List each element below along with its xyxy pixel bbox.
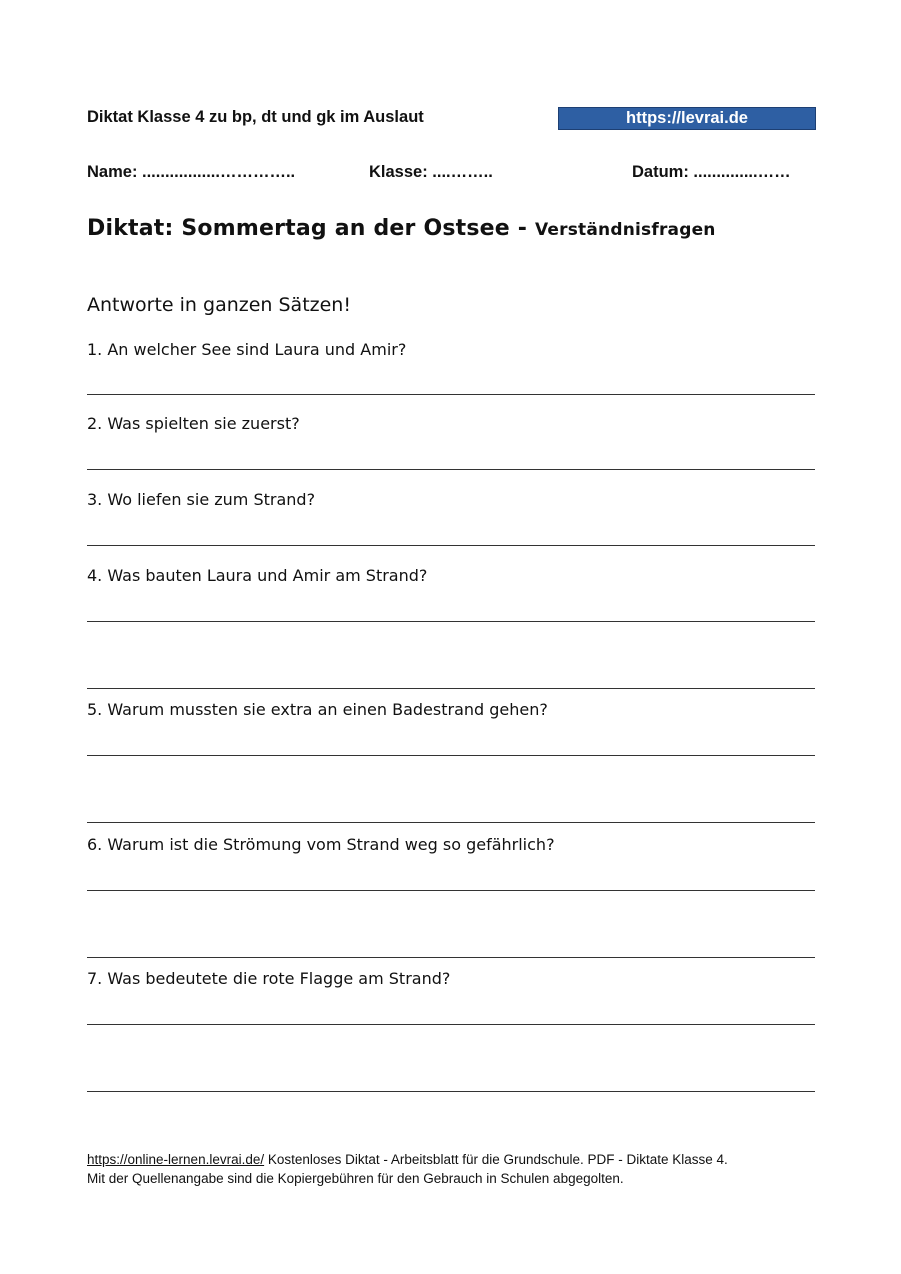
question-3: 3. Wo liefen sie zum Strand?	[87, 490, 316, 509]
datum-field: Datum: ..............……	[632, 163, 791, 181]
title-separator: -	[517, 216, 528, 241]
instruction-text: Antworte in ganzen Sätzen!	[87, 294, 351, 316]
footer-note	[87, 1150, 827, 1188]
answer-line-7b[interactable]	[87, 1091, 815, 1092]
answer-line-5b[interactable]	[87, 822, 815, 823]
answer-line-5a[interactable]	[87, 755, 815, 756]
page-title	[87, 216, 716, 241]
title-text: Diktat: Sommertag an der Ostsee	[87, 216, 510, 241]
question-1: 1. An welcher See sind Laura und Amir?	[87, 340, 407, 359]
answer-line-7a[interactable]	[87, 1024, 815, 1025]
answer-line-1[interactable]	[87, 394, 815, 395]
worksheet-header-title: Diktat Klasse 4 zu bp, dt und gk im Auslaut	[87, 108, 424, 126]
footer-line-1	[87, 1150, 827, 1169]
title-subtitle: Verständnisfragen	[534, 220, 716, 240]
name-field: Name: .................…………..	[87, 163, 296, 181]
footer-link[interactable]: https://online-lernen.levrai.de/	[87, 1152, 265, 1167]
answer-line-6a[interactable]	[87, 890, 815, 891]
question-6: 6. Warum ist die Strömung vom Strand weg so gefährlich?	[87, 835, 555, 854]
question-4: 4. Was bauten Laura und Amir am Strand?	[87, 566, 428, 585]
answer-line-6b[interactable]	[87, 957, 815, 958]
answer-line-4a[interactable]	[87, 621, 815, 622]
answer-line-3[interactable]	[87, 545, 815, 546]
question-7: 7. Was bedeutete die rote Flagge am Strand?	[87, 969, 451, 988]
question-5: 5. Warum mussten sie extra an einen Badestrand gehen?	[87, 700, 548, 719]
footer-line-1-text: Kostenloses Diktat - Arbeitsblatt für die Grundschule. PDF - Diktate Klasse 4.	[264, 1152, 728, 1167]
question-2: 2. Was spielten sie zuerst?	[87, 414, 300, 433]
answer-line-2[interactable]	[87, 469, 815, 470]
answer-line-4b[interactable]	[87, 688, 815, 689]
klasse-field: Klasse: ....……..	[369, 163, 493, 181]
footer-line-2: Mit der Quellenangabe sind die Kopiergebühren für den Gebrauch in Schulen abgegolten.	[87, 1171, 624, 1186]
url-badge[interactable]: https://levrai.de	[558, 107, 816, 130]
